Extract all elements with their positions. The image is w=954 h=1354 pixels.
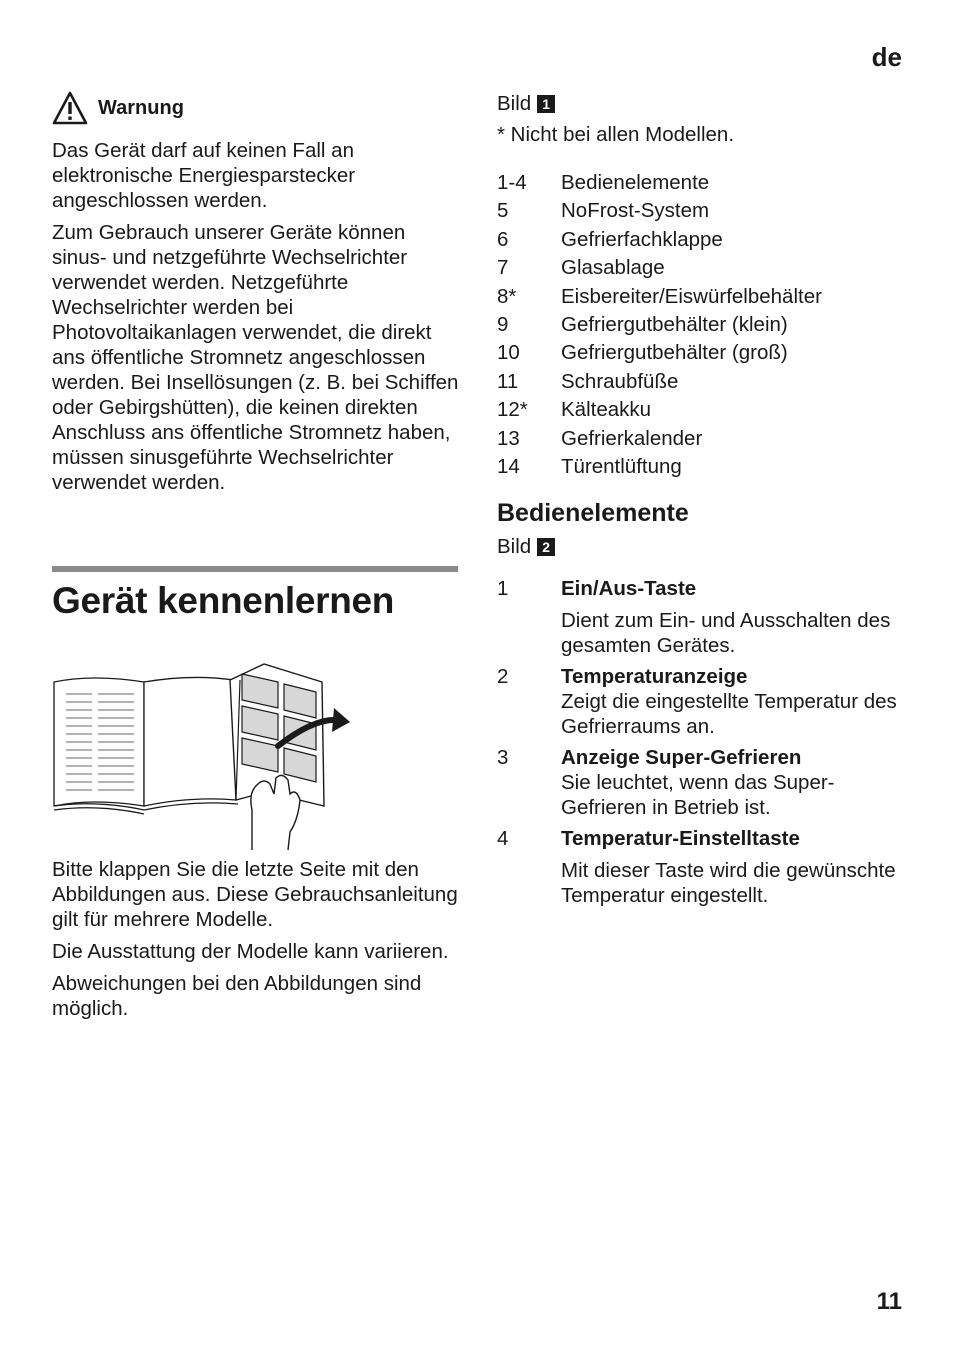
figure-number-badge: 1 bbox=[537, 95, 555, 113]
legend-item: 9 Gefriergutbehälter (klein) bbox=[497, 313, 788, 337]
legend-item: 12* Kälteakku bbox=[497, 398, 652, 422]
figure-label: Bild bbox=[497, 92, 532, 115]
section-title: Gerät kennenlernen bbox=[52, 580, 395, 621]
figure-number-badge: 2 bbox=[537, 538, 555, 556]
control-item: 4 Temperatur-Einstelltaste Mit dieser Taste wird die gewünschte Temperatur eingestellt. bbox=[497, 827, 896, 908]
legend-item: 5 NoFrost-System bbox=[497, 199, 710, 223]
warning-icon bbox=[52, 91, 88, 125]
figure-reference bbox=[497, 91, 907, 116]
legend-item: 1-4 Bedienelemente bbox=[497, 171, 710, 194]
legend-item: 8* Eisbereiter/Eiswürfelbehälter bbox=[497, 284, 822, 308]
warning-title: Warnung bbox=[98, 96, 184, 119]
controls-list bbox=[497, 576, 907, 908]
section-body bbox=[52, 857, 462, 1028]
legend-item: 14 Türentlüftung bbox=[497, 455, 682, 479]
figure-label: Bild bbox=[497, 535, 532, 559]
language-code: de bbox=[871, 42, 902, 72]
fold-out-page-illustration bbox=[52, 660, 352, 852]
control-item: 1 Ein/Aus-Taste Dient zum Ein- und Ausschalten des gesamten Gerätes. bbox=[497, 577, 891, 658]
right-column bbox=[497, 91, 907, 914]
legend-item: 7 Glasablage bbox=[497, 256, 665, 280]
legend-item: 13 Gefrierkalender bbox=[497, 426, 703, 450]
figure-footnote: * Nicht bei allen Modellen. bbox=[497, 123, 735, 146]
controls-heading: Bedienelemente bbox=[497, 499, 689, 528]
section-paragraph: Bitte klappen Sie die letzte Seite mit den Abbildungen aus. Diese Gebrauchsanleitung gilt für mehrere Modelle. bbox=[52, 858, 458, 931]
section-paragraph: Abweichungen bei den Abbildungen sind möglich. bbox=[52, 972, 422, 1020]
legend-item: 11 Schraubfüße bbox=[497, 369, 679, 393]
control-item: 3 Anzeige Super-Gefrieren Sie leuchtet, wenn das Super-Gefrieren in Betrieb ist. bbox=[497, 746, 835, 820]
warning-paragraph: Zum Gebrauch unserer Geräte können sinus- und netzgeführte Wechselrichter verwendet werden. Netzgeführte Wechselrichter werden bei Photovoltaikanlagen verwendet, die direkt ans öffentliche Stromnetz angeschlossen werden. Bei Insellösungen (z. B. bei Schiffen oder Gebirgshütten), die keinen direkten Anschluss ans öffentliche Stromnetz haben, müssen sinusgeführte Wechselrichter verwendet werden. bbox=[52, 221, 459, 494]
figure-reference bbox=[497, 534, 907, 559]
figure-legend bbox=[497, 169, 907, 481]
section-divider bbox=[52, 566, 458, 572]
warning-block bbox=[52, 88, 462, 502]
legend-item: 6 Gefrierfachklappe bbox=[497, 227, 723, 251]
warning-header bbox=[52, 88, 462, 128]
warning-paragraph: Das Gerät darf auf keinen Fall an elektronische Energiesparstecker angeschlossen werden. bbox=[52, 139, 356, 212]
legend-item: 10 Gefriergutbehälter (groß) bbox=[497, 341, 788, 365]
section-paragraph: Die Ausstattung der Modelle kann variieren. bbox=[52, 940, 449, 963]
page-number: 11 bbox=[876, 1288, 902, 1315]
control-item: 2 Temperaturanzeige Zeigt die eingestellte Temperatur des Gefrierraums an. bbox=[497, 665, 897, 739]
